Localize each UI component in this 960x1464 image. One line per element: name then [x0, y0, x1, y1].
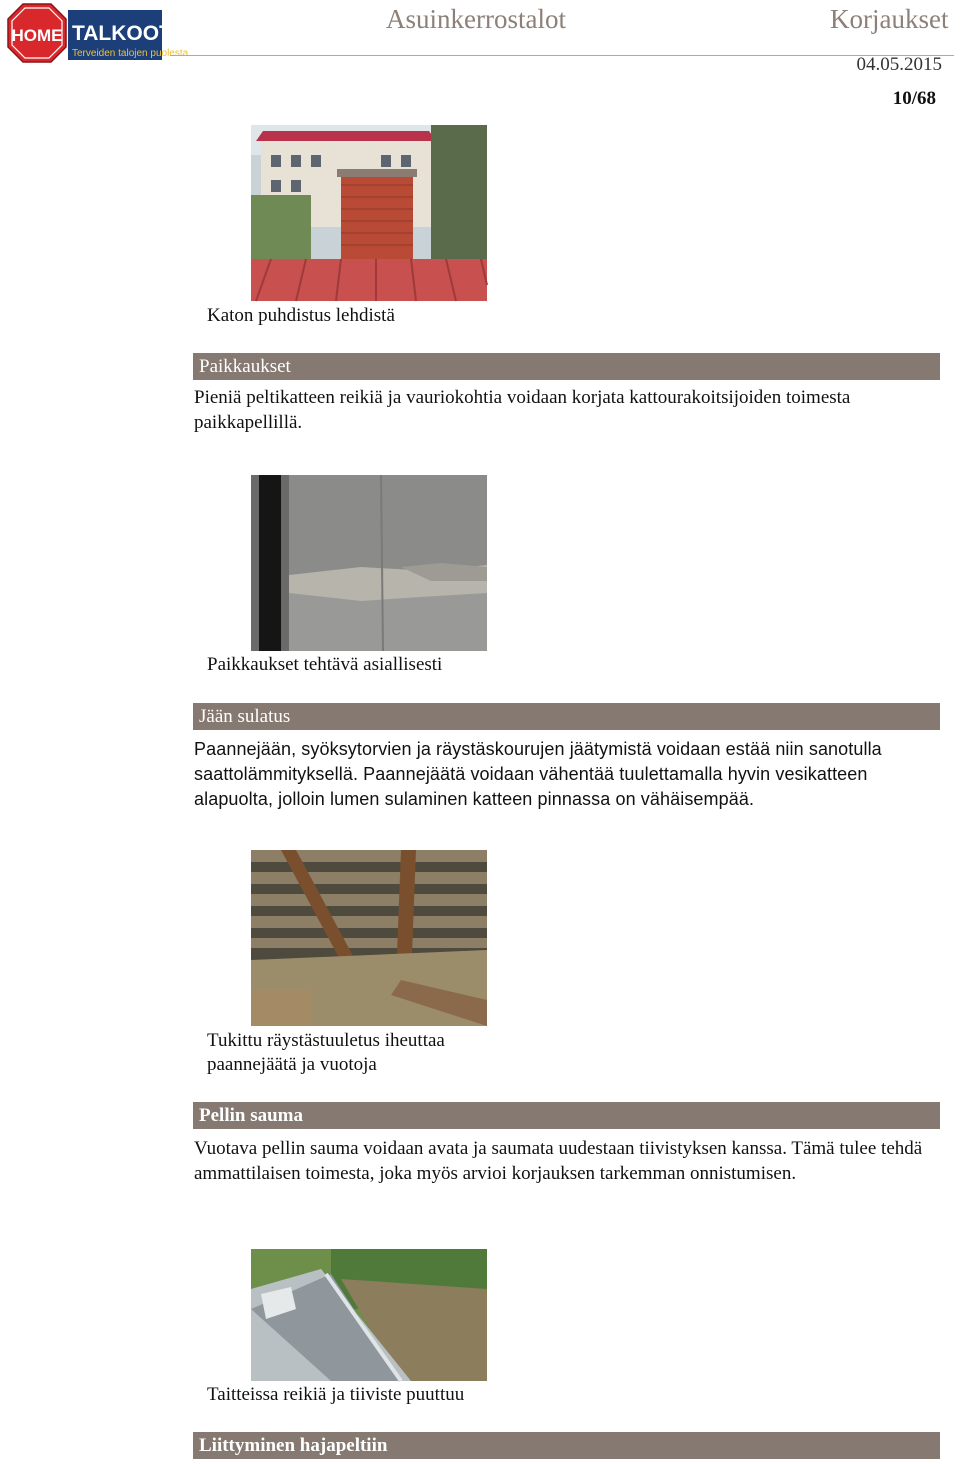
section-heading-paikkaukset: Paikkaukset — [193, 353, 940, 380]
page-number: 10/68 — [892, 88, 936, 109]
section-heading-jaan-sulatus: Jään sulatus — [193, 703, 940, 730]
svg-text:Terveiden talojen puolesta: Terveiden talojen puolesta — [72, 48, 189, 59]
photo-caption: Paikkaukset tehtävä asiallisesti — [207, 654, 443, 675]
paragraph-paikkaukset: Pieniä peltikatteen reikiä ja vauriokohtia voidaan korjata kattourakoitsijoiden toimesta paikkapellillä. — [194, 387, 851, 433]
section-heading-pellin-sauma: Pellin sauma — [193, 1102, 940, 1129]
paragraph-jaan-sulatus: Paannejään, syöksytorvien ja räystäskourujen jäätymistä voidaan estää niin sanotulla saattolämmityksellä. Paannejäätä voidaan vähentää tuulettamalla hyvin vesikatteen alapuolta, jolloin lumen sulaminen katteen pinnassa on vähäisempää. — [194, 739, 882, 809]
hometalkoot-logo[interactable] — [4, 2, 195, 66]
header-section: Korjaukset — [830, 4, 949, 34]
svg-text:HOME: HOME — [11, 26, 63, 45]
section-heading-liittyminen-hajapeltiin: Liittyminen hajapeltiin — [193, 1432, 940, 1459]
photo-caption: Katon puhdistus lehdistä — [207, 305, 395, 326]
photo-chimney-roof — [251, 125, 487, 301]
header-date: 04.05.2015 — [856, 54, 942, 75]
paragraph-pellin-sauma: Vuotava pellin sauma voidaan avata ja saumata uudestaan tiivistyksen kanssa. Tämä tulee tehdä ammattilaisen toimesta, joka myös arvioi korjauksen tarkemman onnistumisen. — [194, 1138, 923, 1184]
photo-caption: Taitteissa reikiä ja tiiviste puuttuu — [207, 1384, 465, 1405]
photo-caption-line-2: paannejäätä ja vuotoja — [207, 1054, 377, 1075]
header-category: Asuinkerrostalot — [386, 4, 566, 34]
photo-patch-joint — [251, 475, 487, 651]
header-divider — [170, 55, 954, 56]
photo-caption-line-1: Tukittu räystästuuletus iheuttaa — [207, 1030, 445, 1051]
svg-text:TALKOOT.FI: TALKOOT.FI — [72, 22, 195, 45]
photo-attic-eave — [251, 850, 487, 1026]
